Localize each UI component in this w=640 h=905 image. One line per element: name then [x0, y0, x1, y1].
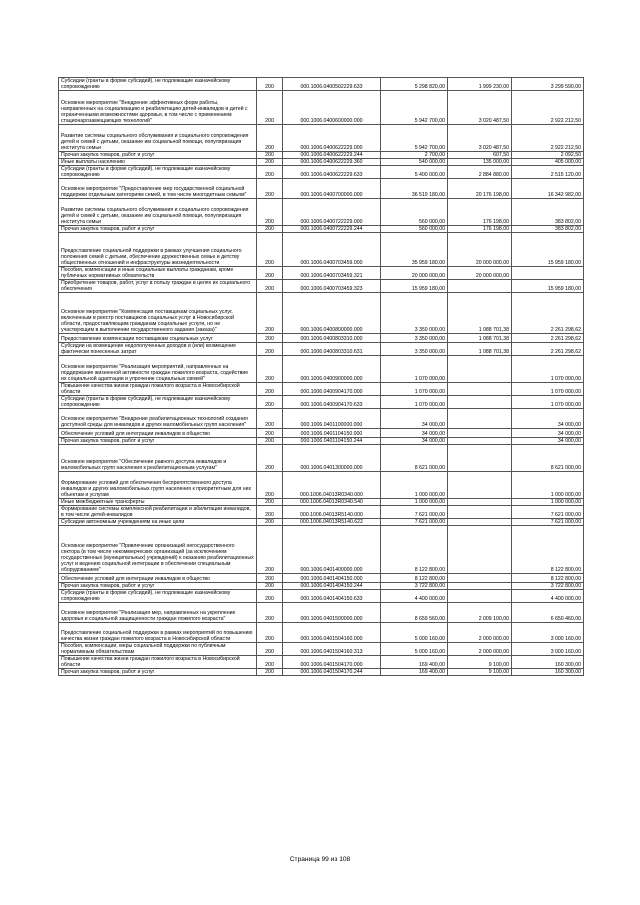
name-cell: Прочая закупка товаров, работ и услуг — [59, 669, 257, 676]
amount-total-cell: 1 070 000,00 — [381, 396, 448, 409]
table-row — [59, 499, 584, 506]
amount-remaining-cell: 1 000 000,00 — [512, 499, 584, 506]
amount-remaining-cell: 8 621 000,00 — [512, 445, 584, 472]
name-cell: Приобретение товаров, работ, услуг в пользу граждан в целях их социального обеспечения — [59, 280, 257, 293]
amount-total-cell: 34 000,00 — [381, 409, 448, 429]
amount-remaining-cell: 160 300,00 — [512, 656, 584, 669]
name-cell: Субсидии (гранты в форме субсидий), не подлежащие казначейскому сопровождению — [59, 166, 257, 179]
kvr-cell: 200 — [257, 343, 283, 356]
amount-remaining-cell: 2 261 298,62 — [512, 343, 584, 356]
amount-executed-cell: 607,50 — [448, 152, 512, 159]
amount-executed-cell — [448, 499, 512, 506]
code-cell: 000.1006.0400800000.000 — [283, 293, 381, 334]
amount-executed-cell — [448, 590, 512, 603]
amount-total-cell: 2 700,00 — [381, 152, 448, 159]
amount-executed-cell — [448, 506, 512, 519]
amount-executed-cell: 3 020 487,50 — [448, 91, 512, 125]
amount-executed-cell — [448, 280, 512, 293]
amount-executed-cell — [448, 429, 512, 438]
kvr-cell: 200 — [257, 590, 283, 603]
name-cell: Пособия, компенсации и иные социальные выплаты гражданам, кроме публичных нормативных обязательств — [59, 267, 257, 280]
amount-remaining-cell: 2 922 212,50 — [512, 91, 584, 125]
table-row — [59, 623, 584, 643]
amount-remaining-cell: 15 959 180,00 — [512, 280, 584, 293]
code-cell: 000.1006.0400722229.244 — [283, 226, 381, 233]
table-row — [59, 159, 584, 166]
amount-remaining-cell: 15 959 180,00 — [512, 233, 584, 267]
kvr-cell: 200 — [257, 125, 283, 152]
amount-executed-cell — [448, 526, 512, 574]
table-row — [59, 445, 584, 472]
kvr-cell: 200 — [257, 356, 283, 383]
amount-executed-cell — [448, 383, 512, 396]
table-row — [59, 472, 584, 499]
amount-executed-cell: 9 100,00 — [448, 656, 512, 669]
table-row — [59, 603, 584, 623]
amount-remaining-cell: 8 122 800,00 — [512, 574, 584, 583]
amount-executed-cell: 20 176 198,00 — [448, 179, 512, 199]
amount-executed-cell — [448, 472, 512, 499]
code-cell: 000.1006.0400700000.000 — [283, 179, 381, 199]
amount-total-cell: 5 942 700,00 — [381, 125, 448, 152]
amount-total-cell: 3 350 000,00 — [381, 343, 448, 356]
kvr-cell: 200 — [257, 526, 283, 574]
kvr-cell: 200 — [257, 78, 283, 91]
code-cell: 000.1006.0401504170.000 — [283, 656, 381, 669]
amount-remaining-cell: 3 299 590,00 — [512, 78, 584, 91]
name-cell: Предоставление социальной поддержки в рамках мероприятий по повышению качества жизни граждан пожилого возраста в Новосибирской области — [59, 623, 257, 643]
amount-total-cell: 5 000 160,00 — [381, 623, 448, 643]
table-row — [59, 233, 584, 267]
name-cell: Основное мероприятие "Внедрение эффективных форм работы, направленных на социализацию и реабилитацию детей-инвалидов и детей с ограниченными возможностями здоровья, в том числе с применением стационарозамещающих технологий" — [59, 91, 257, 125]
amount-remaining-cell: 405 000,00 — [512, 159, 584, 166]
amount-executed-cell — [448, 396, 512, 409]
code-cell: 000.1006.0401500000.000 — [283, 603, 381, 623]
name-cell: Обеспечение условий для интеграции инвалидов в общество — [59, 574, 257, 583]
amount-executed-cell: 176 198,00 — [448, 199, 512, 226]
code-cell: 000.1006.0401104150.244 — [283, 438, 381, 445]
amount-remaining-cell: 16 342 982,00 — [512, 179, 584, 199]
table-row — [59, 280, 584, 293]
code-cell: 000.1006.0401504160.000 — [283, 623, 381, 643]
table-row — [59, 526, 584, 574]
amount-total-cell: 7 621 000,00 — [381, 506, 448, 519]
amount-executed-cell — [448, 583, 512, 590]
kvr-cell: 200 — [257, 623, 283, 643]
amount-executed-cell: 1 999 230,00 — [448, 78, 512, 91]
kvr-cell: 200 — [257, 445, 283, 472]
kvr-cell: 200 — [257, 383, 283, 396]
amount-remaining-cell: 2 515 120,00 — [512, 166, 584, 179]
amount-executed-cell — [448, 409, 512, 429]
amount-remaining-cell: 8 122 800,00 — [512, 526, 584, 574]
amount-total-cell: 8 659 560,00 — [381, 603, 448, 623]
amount-total-cell: 4 400 000,00 — [381, 590, 448, 603]
amount-total-cell: 1 000 000,00 — [381, 472, 448, 499]
kvr-cell: 200 — [257, 159, 283, 166]
code-cell: 000.1006.0400900000.000 — [283, 356, 381, 383]
kvr-cell: 200 — [257, 396, 283, 409]
name-cell: Предоставление социальной поддержки в рамках улучшения социального положения семей с детьми, обеспечение дружественных семье и детству общественных отношений и инфраструктуры жизнедеятельности — [59, 233, 257, 267]
amount-total-cell: 169 400,00 — [381, 656, 448, 669]
amount-executed-cell — [448, 356, 512, 383]
amount-remaining-cell: 34 000,00 — [512, 438, 584, 445]
amount-executed-cell: 176 198,00 — [448, 226, 512, 233]
amount-executed-cell: 1 088 701,38 — [448, 293, 512, 334]
amount-remaining-cell: 2 922 212,50 — [512, 125, 584, 152]
code-cell: 000.1006.0400803310.000 — [283, 334, 381, 343]
code-cell: 000.1006.0400622229.244 — [283, 152, 381, 159]
amount-executed-cell: 3 020 487,50 — [448, 125, 512, 152]
name-cell: Основное мероприятие "Обеспечение равного доступа инвалидов и маломобильных групп населения к реабилитационным услугам" — [59, 445, 257, 472]
code-cell: 000.1006.0400803310.631 — [283, 343, 381, 356]
amount-remaining-cell — [512, 267, 584, 280]
code-cell: 000.1006.0400622229.360 — [283, 159, 381, 166]
name-cell: Субсидии на возмещение недополученных доходов и (или) возмещение фактически понесенных затрат — [59, 343, 257, 356]
amount-executed-cell: 2 000 000,00 — [448, 623, 512, 643]
table-row — [59, 656, 584, 669]
name-cell: Основное мероприятие "Реализация мероприятий, направленных на поддержание жизненной активности граждан пожилого возраста, содействие их социальной адаптации и упрочение социальных связей" — [59, 356, 257, 383]
table-row — [59, 78, 584, 91]
amount-total-cell: 8 122 800,00 — [381, 574, 448, 583]
table-row — [59, 343, 584, 356]
amount-total-cell: 35 959 180,00 — [381, 233, 448, 267]
code-cell: 000.1006.0400904170.633 — [283, 396, 381, 409]
amount-executed-cell — [448, 445, 512, 472]
table-row — [59, 334, 584, 343]
amount-remaining-cell: 3 000 160,00 — [512, 623, 584, 643]
amount-executed-cell — [448, 574, 512, 583]
amount-total-cell: 36 519 180,00 — [381, 179, 448, 199]
code-cell: 000.1006.0400622229.000 — [283, 125, 381, 152]
table-row — [59, 166, 584, 179]
table-row — [59, 574, 584, 583]
name-cell: Прочая закупка товаров, работ и услуг — [59, 152, 257, 159]
table-row — [59, 199, 584, 226]
table-row — [59, 519, 584, 526]
name-cell: Иные выплаты населению — [59, 159, 257, 166]
table-row — [59, 669, 584, 676]
name-cell: Развитие системы социального обслуживания и социального сопровождения детей и семей с детьми, оказание им социальной помощи, популяризация института семьи — [59, 199, 257, 226]
table-row — [59, 91, 584, 125]
code-cell: 000.1006.0401400000.000 — [283, 526, 381, 574]
amount-executed-cell: 1 088 701,38 — [448, 334, 512, 343]
name-cell: Повышение качества жизни граждан пожилого возраста в Новосибирской области — [59, 383, 257, 396]
code-cell: 000.1006.0401404150.000 — [283, 574, 381, 583]
name-cell: Иные межбюджетные трансферты — [59, 499, 257, 506]
kvr-cell: 200 — [257, 409, 283, 429]
amount-total-cell: 540 000,00 — [381, 159, 448, 166]
amount-executed-cell: 20 000 000,00 — [448, 267, 512, 280]
name-cell: Обеспечение условий для интеграции инвалидов в общество — [59, 429, 257, 438]
kvr-cell: 200 — [257, 233, 283, 267]
page-footer: Страница 99 из 108 — [289, 856, 351, 863]
kvr-cell: 200 — [257, 643, 283, 656]
kvr-cell: 200 — [257, 179, 283, 199]
code-cell: 000.1006.0401404150.244 — [283, 583, 381, 590]
table-row — [59, 396, 584, 409]
amount-remaining-cell: 6 650 460,00 — [512, 603, 584, 623]
name-cell: Повышение качества жизни граждан пожилого возраста в Новосибирской области — [59, 656, 257, 669]
table-row — [59, 438, 584, 445]
amount-total-cell: 169 400,00 — [381, 669, 448, 676]
table-row — [59, 590, 584, 603]
kvr-cell: 200 — [257, 429, 283, 438]
table-row — [59, 152, 584, 159]
name-cell: Основное мероприятие "Компенсация поставщикам социальных услуг, включенным в реестр поставщиков социальных услуг в Новосибирской области, предоставляющим гражданам социальные услуги, но не участвующим в выполнении государственного задания (заказа)" — [59, 293, 257, 334]
amount-remaining-cell: 34 000,00 — [512, 409, 584, 429]
table-row — [59, 583, 584, 590]
amount-remaining-cell: 2 261 298,62 — [512, 334, 584, 343]
amount-remaining-cell: 3 722 800,00 — [512, 583, 584, 590]
name-cell: Формирование системы комплексной реабилитации и абилитации инвалидов, в том числе детей-инвалидов — [59, 506, 257, 519]
code-cell: 000.1006.0401104150.000 — [283, 429, 381, 438]
kvr-cell: 200 — [257, 267, 283, 280]
code-cell: 000.1006.0400904170.000 — [283, 383, 381, 396]
kvr-cell: 200 — [257, 166, 283, 179]
kvr-cell: 200 — [257, 472, 283, 499]
kvr-cell: 200 — [257, 574, 283, 583]
name-cell: Субсидии (гранты в форме субсидий), не подлежащие казначейскому сопровождению — [59, 396, 257, 409]
kvr-cell: 200 — [257, 583, 283, 590]
code-cell: 000.1006.0401300000.000 — [283, 445, 381, 472]
amount-remaining-cell: 2 261 298,62 — [512, 293, 584, 334]
amount-total-cell: 560 000,00 — [381, 199, 448, 226]
table-row — [59, 383, 584, 396]
amount-total-cell: 3 350 000,00 — [381, 334, 448, 343]
amount-executed-cell — [448, 438, 512, 445]
code-cell: 000.1006.04013R5140.000 — [283, 506, 381, 519]
name-cell: Развитие системы социального обслуживания и социального сопровождения детей и семей с детьми, оказание им социальной помощи, популяризация института семьи — [59, 125, 257, 152]
kvr-cell: 200 — [257, 603, 283, 623]
name-cell: Основное мероприятие "Привлечение организаций негосударственного сектора (в том числе некоммерческих организаций (за исключением государственных (муниципальных) учреждений) к оказанию реабилитационных услуг и ведению социальной интеграции в обеспечении специальным оборудованием" — [59, 526, 257, 574]
kvr-cell: 200 — [257, 293, 283, 334]
amount-total-cell: 1 070 000,00 — [381, 383, 448, 396]
amount-total-cell: 3 722 800,00 — [381, 583, 448, 590]
kvr-cell: 200 — [257, 199, 283, 226]
name-cell: Прочая закупка товаров, работ и услуг — [59, 226, 257, 233]
code-cell: 000.1006.0400703459.000 — [283, 233, 381, 267]
budget-table-container — [58, 77, 583, 676]
amount-executed-cell: 1 088 701,38 — [448, 343, 512, 356]
amount-total-cell: 5 000 160,00 — [381, 643, 448, 656]
name-cell: Субсидии автономным учреждениям на иные цели — [59, 519, 257, 526]
code-cell: 000.1006.04013R5140.622 — [283, 519, 381, 526]
name-cell: Формирование условий для обеспечения беспрепятственного доступа инвалидов и других маломобильных групп населения к приоритетным для них объектам и услугам — [59, 472, 257, 499]
amount-remaining-cell: 3 000 160,00 — [512, 643, 584, 656]
name-cell: Прочая закупка товаров, работ и услуг — [59, 438, 257, 445]
amount-remaining-cell: 4 400 000,00 — [512, 590, 584, 603]
name-cell: Пособия, компенсации, меры социальной поддержки по публичным нормативным обязательствам — [59, 643, 257, 656]
name-cell: Основное мероприятие "Реализация мер, направленных на укрепление здоровья и социальной защищенности граждан пожилого возраста" — [59, 603, 257, 623]
amount-executed-cell: 2 009 100,00 — [448, 603, 512, 623]
code-cell: 000.1006.0400703459.323 — [283, 280, 381, 293]
amount-total-cell: 8 122 800,00 — [381, 526, 448, 574]
kvr-cell: 200 — [257, 226, 283, 233]
table-row — [59, 179, 584, 199]
amount-executed-cell — [448, 519, 512, 526]
amount-total-cell: 1 000 000,00 — [381, 499, 448, 506]
amount-total-cell: 34 000,00 — [381, 438, 448, 445]
amount-total-cell: 5 298 820,00 — [381, 78, 448, 91]
amount-remaining-cell: 7 621 000,00 — [512, 519, 584, 526]
code-cell: 000.1006.0401504160.313 — [283, 643, 381, 656]
code-cell: 000.1006.0400722229.000 — [283, 199, 381, 226]
amount-remaining-cell: 1 070 000,00 — [512, 356, 584, 383]
amount-total-cell: 34 000,00 — [381, 429, 448, 438]
kvr-cell: 200 — [257, 280, 283, 293]
code-cell: 000.1006.0400622229.633 — [283, 166, 381, 179]
table-row — [59, 125, 584, 152]
code-cell: 000.1006.0400502229.633 — [283, 78, 381, 91]
name-cell: Прочая закупка товаров, работ и услуг — [59, 583, 257, 590]
table-row — [59, 293, 584, 334]
table-row — [59, 356, 584, 383]
amount-total-cell: 20 000 000,00 — [381, 267, 448, 280]
code-cell: 000.1006.04013R0340.540 — [283, 499, 381, 506]
amount-remaining-cell: 383 802,00 — [512, 226, 584, 233]
amount-total-cell: 8 621 000,00 — [381, 445, 448, 472]
code-cell: 000.1006.0401504170.244 — [283, 669, 381, 676]
amount-remaining-cell: 2 092,50 — [512, 152, 584, 159]
amount-remaining-cell: 1 000 000,00 — [512, 472, 584, 499]
kvr-cell: 200 — [257, 334, 283, 343]
code-cell: 000.1006.04013R0340.000 — [283, 472, 381, 499]
table-row — [59, 643, 584, 656]
amount-executed-cell: 135 000,00 — [448, 159, 512, 166]
amount-total-cell: 5 942 700,00 — [381, 91, 448, 125]
amount-executed-cell: 2 000 000,00 — [448, 643, 512, 656]
kvr-cell: 200 — [257, 152, 283, 159]
amount-remaining-cell: 1 070 000,00 — [512, 383, 584, 396]
amount-total-cell: 3 350 000,00 — [381, 293, 448, 334]
amount-total-cell: 7 621 000,00 — [381, 519, 448, 526]
kvr-cell: 200 — [257, 506, 283, 519]
kvr-cell: 200 — [257, 669, 283, 676]
kvr-cell: 200 — [257, 91, 283, 125]
amount-total-cell: 1 070 000,00 — [381, 356, 448, 383]
name-cell: Субсидии (гранты в форме субсидий), не подлежащие казначейскому сопровождению — [59, 78, 257, 91]
amount-remaining-cell: 383 802,00 — [512, 199, 584, 226]
amount-total-cell: 560 000,00 — [381, 226, 448, 233]
kvr-cell: 200 — [257, 438, 283, 445]
name-cell: Основное мероприятие "Предоставление мер государственной социальной поддержки отдельным категориям семей, в том числе многодетным семьям" — [59, 179, 257, 199]
budget-table-body — [59, 78, 584, 676]
name-cell: Основное мероприятие "Внедрение реабилитационных технологий создания доступной среды для инвалидов и других маломобильных групп населения" — [59, 409, 257, 429]
kvr-cell: 200 — [257, 499, 283, 506]
budget-table — [58, 77, 584, 676]
amount-remaining-cell: 7 621 000,00 — [512, 506, 584, 519]
kvr-cell: 200 — [257, 519, 283, 526]
name-cell: Субсидии (гранты в форме субсидий), не подлежащие казначейскому сопровождению — [59, 590, 257, 603]
code-cell: 000.1006.0401404150.633 — [283, 590, 381, 603]
amount-remaining-cell: 160 300,00 — [512, 669, 584, 676]
table-row — [59, 506, 584, 519]
amount-executed-cell: 20 000 000,00 — [448, 233, 512, 267]
amount-executed-cell: 9 100,00 — [448, 669, 512, 676]
amount-total-cell: 15 959 180,00 — [381, 280, 448, 293]
table-row — [59, 429, 584, 438]
code-cell: 000.1006.0400600000.000 — [283, 91, 381, 125]
table-row — [59, 267, 584, 280]
kvr-cell: 200 — [257, 656, 283, 669]
amount-executed-cell: 2 884 880,00 — [448, 166, 512, 179]
amount-total-cell: 5 400 000,00 — [381, 166, 448, 179]
amount-remaining-cell: 1 070 000,00 — [512, 396, 584, 409]
amount-remaining-cell: 34 000,00 — [512, 429, 584, 438]
code-cell: 000.1006.0401100000.000 — [283, 409, 381, 429]
table-row — [59, 226, 584, 233]
code-cell: 000.1006.0400703459.321 — [283, 267, 381, 280]
table-row — [59, 409, 584, 429]
name-cell: Предоставление компенсации поставщикам социальных услуг — [59, 334, 257, 343]
